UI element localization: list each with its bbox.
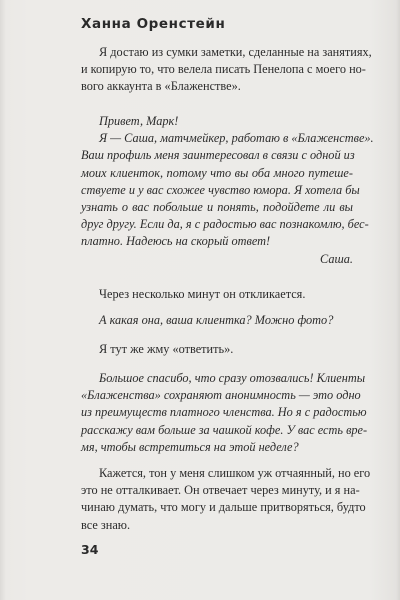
text-line: расскажу вам больше за чашкой кофе. У вас есть вре- xyxy=(81,422,368,437)
text-line: чинаю думать, что могу и дальше притворяться, будто xyxy=(81,500,366,515)
letter-block xyxy=(81,370,368,456)
paragraph xyxy=(81,286,353,303)
text-line: А какая она, ваша клиентка? Можно фото? xyxy=(99,313,334,327)
page-number: 34 xyxy=(81,542,99,557)
text-line: из преимуществ платного членства. Но я с радостью xyxy=(81,405,367,420)
letter-block xyxy=(81,113,374,268)
text-line: мя, чтобы встретиться на этой неделе? xyxy=(81,439,299,454)
text-line: Ваш профиль меня заинтересовал в связи с одной из xyxy=(81,148,355,163)
text-line: друг другу. Если да, я с радостью вас познакомлю, бес- xyxy=(81,217,369,232)
text-line: Привет, Марк! xyxy=(99,114,179,128)
letter-block xyxy=(81,312,353,329)
text-line: Большое спасибо, что сразу отозвались! Клиенты xyxy=(99,371,366,385)
text-line: и копирую то, что велела писать Пенелопа с моего но- xyxy=(81,62,366,77)
text-line: все знаю. xyxy=(81,517,131,532)
text-line: Я достаю из сумки заметки, сделанные на занятиях, xyxy=(99,45,372,59)
text-line: ствуете и у вас схожее чувство юмора. Я хотела бы xyxy=(81,182,360,197)
text-line: моих клиенток, потому что вы оба много путеше- xyxy=(81,165,353,180)
text-line: вого аккаунта в «Блаженстве». xyxy=(81,79,241,94)
text-line: это не отталкивает. Он отвечает через минуту, и я на- xyxy=(81,483,360,498)
text-line: Я — Саша, матчмейкер, работаю в «Блаженстве». xyxy=(99,131,374,146)
text-line: Я тут же жму «ответить». xyxy=(99,342,234,356)
paragraph xyxy=(81,465,371,534)
paragraph xyxy=(81,44,372,96)
text-line: «Блаженства» сохраняют анонимность — это одно xyxy=(81,388,361,403)
text-line: узнать о вас побольше и понять, подойдете ли вы xyxy=(81,199,353,214)
text-line: платно. Надеюсь на скорый ответ! xyxy=(81,234,271,249)
text-line: Кажется, тон у меня слишком уж отчаянный, но его xyxy=(99,466,371,480)
running-header-author: Ханна Оренстейн xyxy=(81,16,226,32)
text-line: Через несколько минут он откликается. xyxy=(99,287,306,301)
letter-signature: Саша. xyxy=(320,251,353,266)
paragraph xyxy=(81,341,353,358)
